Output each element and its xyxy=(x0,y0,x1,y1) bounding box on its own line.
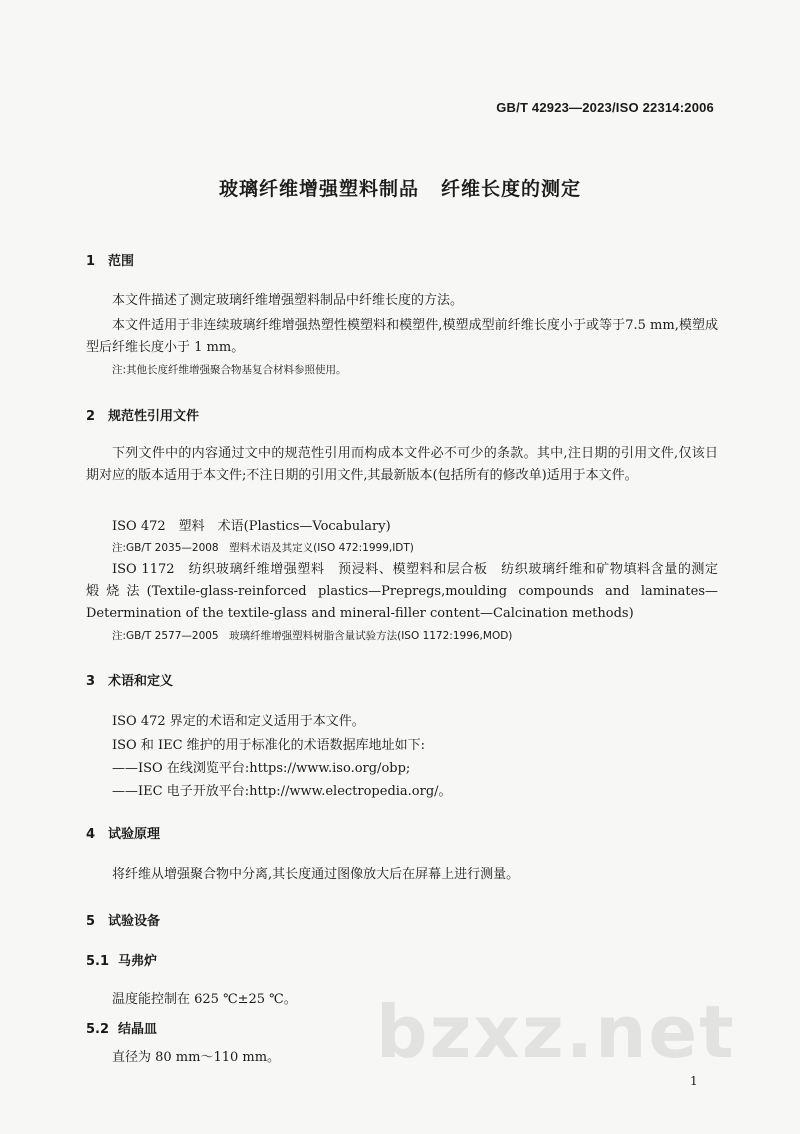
section-5-1-text: 温度能控制在 625 ℃±25 ℃。 xyxy=(112,992,297,1007)
standard-code: GB/T 42923—2023/ISO 22314:2006 xyxy=(496,100,714,115)
section-1-heading: 1 范围 xyxy=(86,254,135,269)
section-1-para-1: 本文件描述了测定玻璃纤维增强塑料制品中纤维长度的方法。 xyxy=(112,293,464,308)
title-part-2: 纤维长度的测定 xyxy=(441,178,582,200)
reference-iso-1172: ISO 1172 纺织玻璃纤维增强塑料 预浸料、模塑料和层合板 纺织玻璃纤维和矿物填料含量的测定 煅烧法(Textile-glass-reinforced plastics—Prepregs,moulding compounds and laminates—Determination of the textile-glass and mineral-filler content—Calcination methods) xyxy=(86,562,732,621)
reference-note-1: 注:GB/T 2035—2008 塑料术语及其定义(ISO 472:1999,IDT) xyxy=(112,542,414,554)
section-5-heading: 5 试验设备 xyxy=(86,914,161,929)
section-1-note: 注:其他长度纤维增强聚合物基复合材料参照使用。 xyxy=(112,364,347,376)
section-1-para-2: 本文件适用于非连续玻璃纤维增强热塑性模塑料和模塑件,模塑成型前纤维长度小于或等于7.5 mm,模塑成型后纤维长度小于 1 mm。 xyxy=(86,318,718,355)
section-5-2-text: 直径为 80 mm～110 mm。 xyxy=(112,1050,281,1065)
reference-iso-472: ISO 472 塑料 术语(Plastics—Vocabulary) xyxy=(112,519,391,534)
section-2-heading: 2 规范性引用文件 xyxy=(86,409,200,424)
watermark: bzxz.net xyxy=(376,990,736,1074)
section-3-line-3: ——ISO 在线浏览平台:https://www.iso.org/obp; xyxy=(112,761,411,776)
document-title xyxy=(0,174,800,201)
section-3-line-2: ISO 和 IEC 维护的用于标准化的术语数据库地址如下: xyxy=(112,738,426,753)
reference-note-2: 注:GB/T 2577—2005 玻璃纤维增强塑料树脂含量试验方法(ISO 1172:1996,MOD) xyxy=(112,630,513,642)
section-3-line-1: ISO 472 界定的术语和定义适用于本文件。 xyxy=(112,714,365,729)
section-2-para-1: 下列文件中的内容通过文中的规范性引用而构成本文件必不可少的条款。其中,注日期的引用文件,仅该日期对应的版本适用于本文件;不注日期的引用文件,其最新版本(包括所有的修改单)适用于本文件。 xyxy=(86,446,718,483)
section-5-1-heading: 5.1 马弗炉 xyxy=(86,954,158,969)
section-4-heading: 4 试验原理 xyxy=(86,827,161,842)
section-3-heading: 3 术语和定义 xyxy=(86,674,174,689)
section-5-2-heading: 5.2 结晶皿 xyxy=(86,1022,158,1037)
page-number: 1 xyxy=(690,1074,698,1088)
section-4-para: 将纤维从增强聚合物中分离,其长度通过图像放大后在屏幕上进行测量。 xyxy=(112,867,520,882)
section-3-line-4: ——IEC 电子开放平台:http://www.electropedia.org/。 xyxy=(112,784,452,799)
title-part-1: 玻璃纤维增强塑料制品 xyxy=(218,178,419,200)
